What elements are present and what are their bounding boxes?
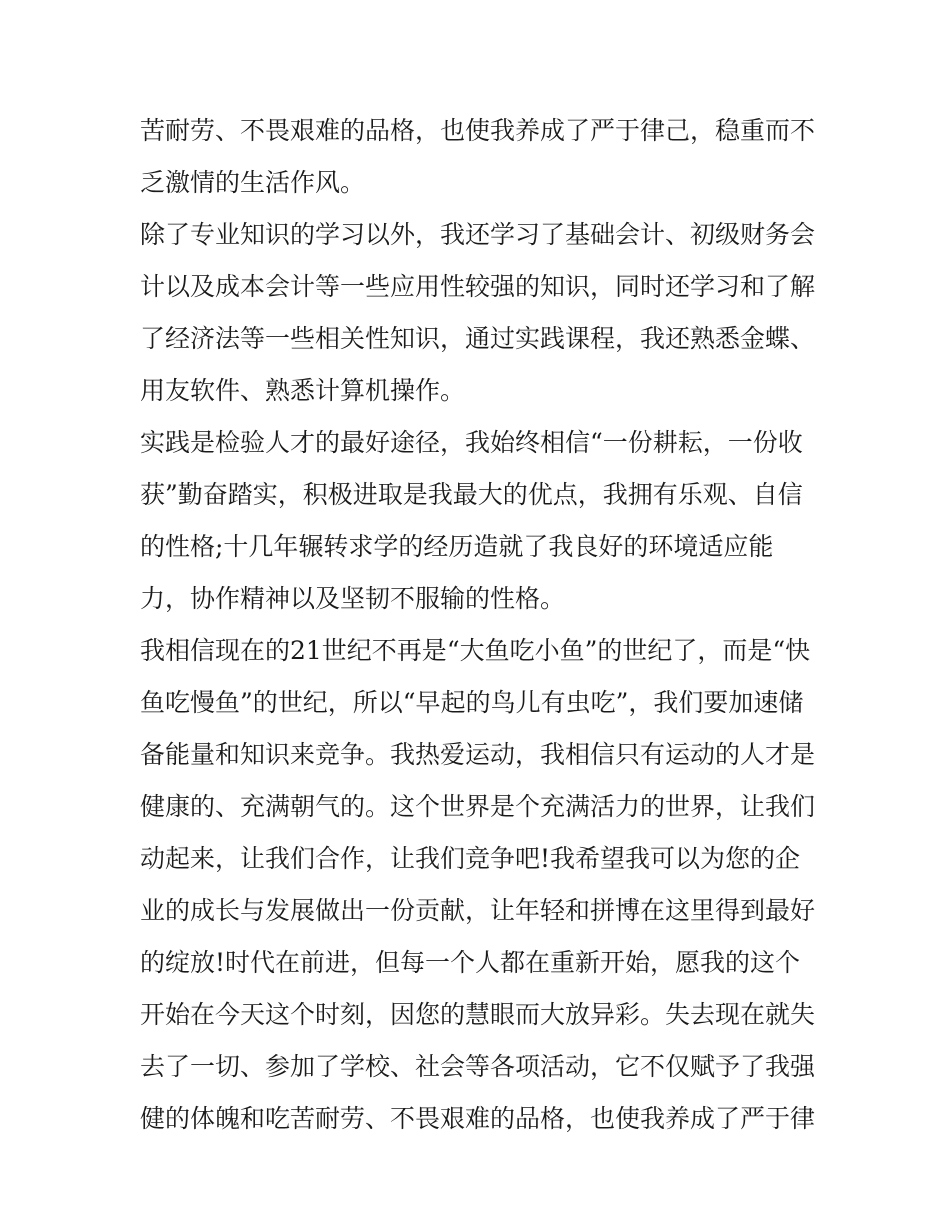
text-line: 力，协作精神以及坚韧不服输的性格。 (140, 584, 566, 613)
text-line: 备能量和知识来竞争。我热爱运动，我相信只有运动的人才是 (140, 740, 816, 769)
text-line: 用友软件、熟悉计算机操作。 (140, 376, 466, 405)
text-line: 健的体魄和吃苦耐劳、不畏艰难的品格，也使我养成了严于律 (140, 1104, 816, 1133)
text-line: 健康的、充满朝气的。这个世界是个充满活力的世界，让我们 (140, 792, 816, 821)
text-line: 除了专业知识的学习以外，我还学习了基础会计、初级财务会 (140, 220, 816, 249)
text-line: 开始在今天这个时刻，因您的慧眼而大放异彩。失去现在就失 (140, 1000, 816, 1029)
text-line: 鱼吃慢鱼”的世纪，所以“早起的鸟儿有虫吃”，我们要加速储 (140, 688, 804, 717)
text-line: 的性格;十几年辗转求学的经历造就了我良好的环境适应能 (140, 532, 774, 561)
text-line: 实践是检验人才的最好途径，我始终相信“一份耕耘，一份收 (140, 428, 803, 457)
text-line: 去了一切、参加了学校、社会等各项活动，它不仅赋予了我强 (140, 1052, 816, 1081)
text-line: 我相信现在的21世纪不再是“大鱼吃小鱼”的世纪了，而是“快 (140, 636, 811, 665)
text-line: 计以及成本会计等一些应用性较强的知识，同时还学习和了解 (140, 272, 816, 301)
text-line: 的绽放!时代在前进，但每一个人都在重新开始，愿我的这个 (140, 948, 801, 977)
text-line: 了经济法等一些相关性知识，通过实践课程，我还熟悉金蝶、 (140, 324, 816, 353)
body-text (140, 105, 830, 1145)
text-line: 业的成长与发展做出一份贡献，让年轻和拼博在这里得到最好 (140, 896, 816, 925)
text-line: 动起来，让我们合作，让我们竞争吧!我希望我可以为您的企 (140, 844, 801, 873)
text-line: 乏激情的生活作风。 (140, 168, 366, 197)
text-line: 苦耐劳、不畏艰难的品格，也使我养成了严于律己，稳重而不 (140, 116, 816, 145)
text-line: 获”勤奋踏实，积极进取是我最大的优点，我拥有乐观、自信 (140, 480, 803, 509)
